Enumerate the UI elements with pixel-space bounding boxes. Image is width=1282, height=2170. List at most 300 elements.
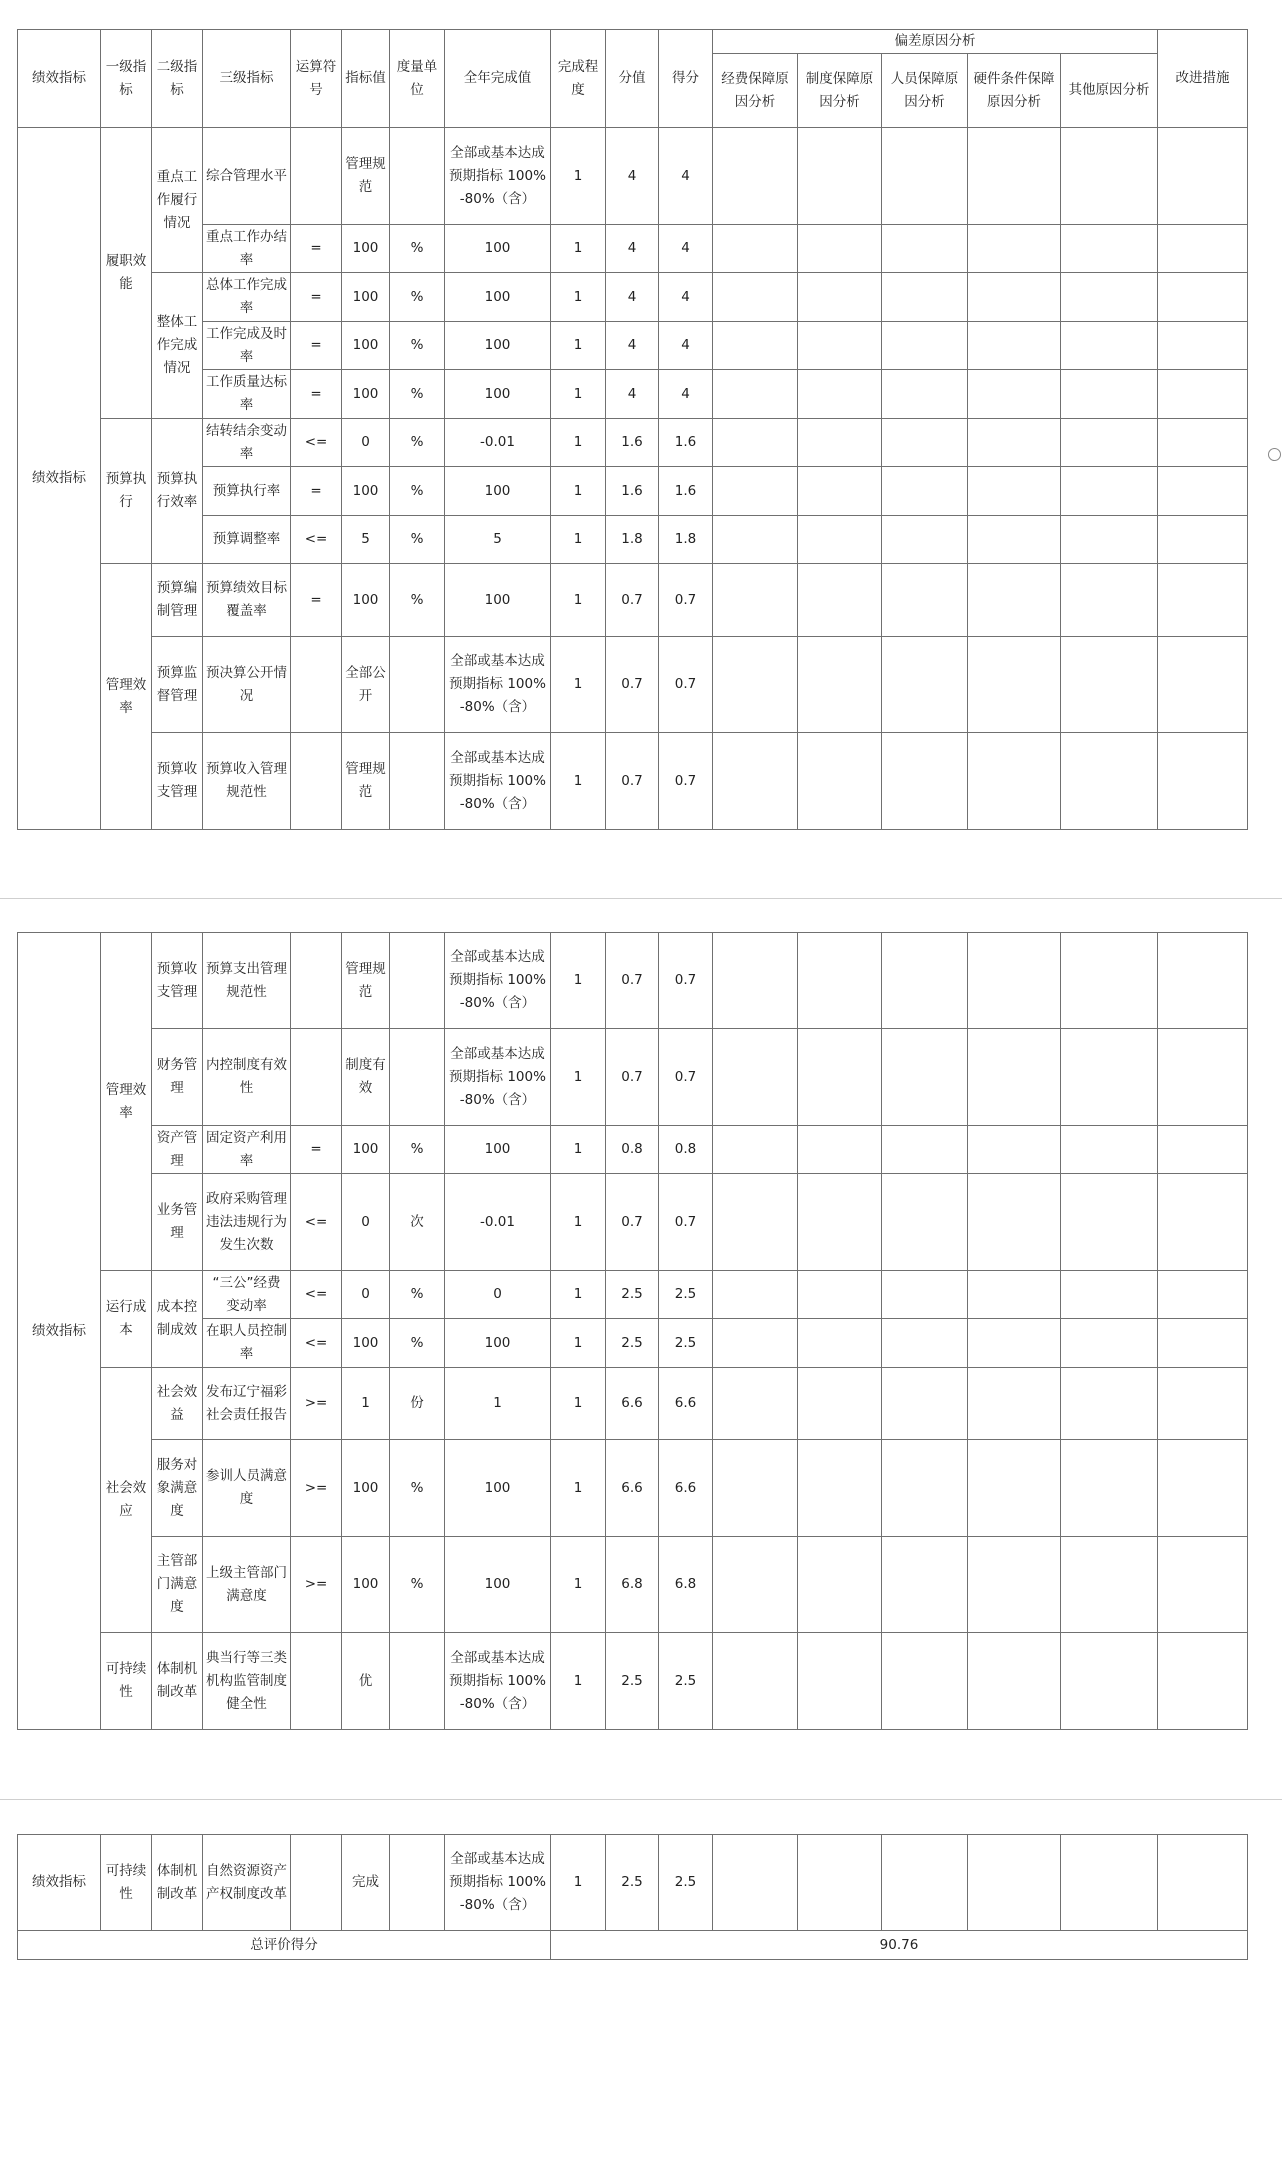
level2-cell: 预算收支管理 [152,933,203,1029]
completion-cell: 1 [551,1368,606,1440]
operator-cell [291,733,342,830]
empty-cell [713,273,798,322]
target-value-cell: 100 [342,225,390,273]
empty-cell [1061,733,1158,830]
empty-cell [798,1835,882,1931]
completion-cell: 1 [551,1633,606,1730]
completion-cell: 1 [551,128,606,225]
level2-cell: 服务对象满意度 [152,1440,203,1537]
score-cell: 4 [606,370,659,419]
perf-indicator-cell: 绩效指标 [18,933,101,1730]
empty-cell [968,1029,1061,1126]
operator-cell: <= [291,516,342,564]
level3-cell: “三公”经费变动率 [203,1271,291,1319]
score-cell: 6.6 [606,1440,659,1537]
empty-cell [1061,933,1158,1029]
empty-cell [968,733,1061,830]
earned-cell: 0.7 [659,933,713,1029]
empty-cell [1061,1126,1158,1174]
empty-cell [1061,1174,1158,1271]
empty-cell [1158,273,1248,322]
total-score-label: 总评价得分 [18,1931,551,1960]
operator-cell: <= [291,1174,342,1271]
empty-cell [1061,1835,1158,1931]
empty-cell [882,733,968,830]
full-year-value-cell: 全部或基本达成预期指标 100%-80%（含） [445,933,551,1029]
level2-cell: 体制机制改革 [152,1835,203,1931]
empty-cell [882,564,968,637]
target-value-cell: 100 [342,1126,390,1174]
header-cell: 三级指标 [203,30,291,128]
level3-cell: 工作质量达标率 [203,370,291,419]
operator-cell: <= [291,419,342,467]
header-cell: 改进措施 [1158,30,1248,128]
level1-cell: 履职效能 [101,128,152,419]
empty-cell [968,128,1061,225]
empty-cell [968,225,1061,273]
earned-cell: 2.5 [659,1835,713,1931]
radio-button[interactable] [1268,448,1281,461]
target-value-cell: 0 [342,419,390,467]
completion-cell: 1 [551,419,606,467]
level3-cell: 参训人员满意度 [203,1440,291,1537]
level3-cell: 预算支出管理规范性 [203,933,291,1029]
empty-cell [798,322,882,370]
empty-cell [1158,1440,1248,1537]
level3-cell: 重点工作办结率 [203,225,291,273]
target-value-cell: 100 [342,1537,390,1633]
empty-cell [1158,1835,1248,1931]
unit-cell [390,733,445,830]
operator-cell [291,1835,342,1931]
empty-cell [1158,225,1248,273]
completion-cell: 1 [551,1029,606,1126]
empty-cell [882,516,968,564]
score-cell: 0.7 [606,1029,659,1126]
empty-cell [713,1633,798,1730]
full-year-value-cell: 100 [445,1126,551,1174]
unit-cell: % [390,564,445,637]
full-year-value-cell: -0.01 [445,419,551,467]
empty-cell [1158,1633,1248,1730]
operator-cell [291,637,342,733]
header-cell: 得分 [659,30,713,128]
completion-cell: 1 [551,370,606,419]
completion-cell: 1 [551,933,606,1029]
header-cell: 人员保障原因分析 [882,54,968,128]
level3-cell: 内控制度有效性 [203,1029,291,1126]
header-cell: 经费保障原因分析 [713,54,798,128]
empty-cell [1061,516,1158,564]
level3-cell: 预算调整率 [203,516,291,564]
earned-cell: 4 [659,370,713,419]
empty-cell [968,467,1061,516]
performance-table-page-1 [17,29,1248,830]
earned-cell: 0.7 [659,637,713,733]
unit-cell: % [390,322,445,370]
target-value-cell: 100 [342,370,390,419]
level1-cell: 预算执行 [101,419,152,564]
level2-cell: 预算收支管理 [152,733,203,830]
score-cell: 0.7 [606,733,659,830]
completion-cell: 1 [551,273,606,322]
target-value-cell: 100 [342,467,390,516]
empty-cell [1061,128,1158,225]
unit-cell: % [390,370,445,419]
operator-cell: = [291,322,342,370]
operator-cell [291,1029,342,1126]
empty-cell [882,1537,968,1633]
operator-cell: = [291,467,342,516]
full-year-value-cell: 全部或基本达成预期指标 100%-80%（含） [445,1835,551,1931]
empty-cell [882,1368,968,1440]
operator-cell: >= [291,1368,342,1440]
score-cell: 2.5 [606,1633,659,1730]
empty-cell [713,322,798,370]
empty-cell [713,933,798,1029]
empty-cell [1061,1271,1158,1319]
empty-cell [798,1319,882,1368]
operator-cell: = [291,1126,342,1174]
completion-cell: 1 [551,564,606,637]
empty-cell [882,273,968,322]
level2-cell: 预算编制管理 [152,564,203,637]
empty-cell [713,128,798,225]
empty-cell [968,933,1061,1029]
earned-cell: 2.5 [659,1271,713,1319]
perf-indicator-cell: 绩效指标 [18,1835,101,1931]
full-year-value-cell: 5 [445,516,551,564]
target-value-cell: 100 [342,1319,390,1368]
full-year-value-cell: 全部或基本达成预期指标 100%-80%（含） [445,1029,551,1126]
full-year-value-cell: 全部或基本达成预期指标 100%-80%（含） [445,637,551,733]
full-year-value-cell: 全部或基本达成预期指标 100%-80%（含） [445,128,551,225]
empty-cell [713,1029,798,1126]
empty-cell [713,1271,798,1319]
completion-cell: 1 [551,516,606,564]
empty-cell [713,516,798,564]
full-year-value-cell: 100 [445,1319,551,1368]
score-cell: 0.7 [606,933,659,1029]
full-year-value-cell: 1 [445,1368,551,1440]
empty-cell [882,128,968,225]
empty-cell [713,225,798,273]
target-value-cell: 1 [342,1368,390,1440]
earned-cell: 4 [659,128,713,225]
empty-cell [1158,933,1248,1029]
empty-cell [798,225,882,273]
empty-cell [798,564,882,637]
header-cell: 指标值 [342,30,390,128]
header-cell: 一级指标 [101,30,152,128]
empty-cell [798,637,882,733]
full-year-value-cell: 100 [445,370,551,419]
full-year-value-cell: 100 [445,225,551,273]
empty-cell [882,1633,968,1730]
empty-cell [882,1126,968,1174]
empty-cell [882,1174,968,1271]
score-cell: 0.8 [606,1126,659,1174]
earned-cell: 4 [659,225,713,273]
header-cell: 分值 [606,30,659,128]
operator-cell: = [291,225,342,273]
empty-cell [1158,128,1248,225]
level2-cell: 预算监督管理 [152,637,203,733]
empty-cell [968,273,1061,322]
score-cell: 4 [606,225,659,273]
level3-cell: 综合管理水平 [203,128,291,225]
unit-cell: % [390,516,445,564]
target-value-cell: 100 [342,273,390,322]
unit-cell: 次 [390,1174,445,1271]
level3-cell: 工作完成及时率 [203,322,291,370]
empty-cell [882,1029,968,1126]
level2-cell: 预算执行效率 [152,419,203,564]
empty-cell [1061,637,1158,733]
empty-cell [882,467,968,516]
target-value-cell: 完成 [342,1835,390,1931]
empty-cell [1061,419,1158,467]
score-cell: 0.7 [606,1174,659,1271]
operator-cell [291,128,342,225]
earned-cell: 2.5 [659,1633,713,1730]
unit-cell: % [390,273,445,322]
completion-cell: 1 [551,467,606,516]
target-value-cell: 100 [342,322,390,370]
empty-cell [1158,370,1248,419]
empty-cell [968,1633,1061,1730]
unit-cell: % [390,1440,445,1537]
empty-cell [882,322,968,370]
operator-cell: = [291,370,342,419]
unit-cell [390,1633,445,1730]
empty-cell [1158,1271,1248,1319]
level3-cell: 预算绩效目标覆盖率 [203,564,291,637]
empty-cell [882,419,968,467]
target-value-cell: 5 [342,516,390,564]
level1-cell: 运行成本 [101,1271,152,1368]
empty-cell [882,933,968,1029]
empty-cell [1061,1319,1158,1368]
empty-cell [798,1174,882,1271]
target-value-cell: 0 [342,1271,390,1319]
completion-cell: 1 [551,1835,606,1931]
score-cell: 1.6 [606,467,659,516]
header-cell: 绩效指标 [18,30,101,128]
level1-cell: 管理效率 [101,933,152,1271]
unit-cell: % [390,1271,445,1319]
unit-cell [390,637,445,733]
empty-cell [798,516,882,564]
score-cell: 2.5 [606,1835,659,1931]
empty-cell [1158,467,1248,516]
empty-cell [1061,322,1158,370]
header-cell: 运算符号 [291,30,342,128]
level3-cell: 固定资产利用率 [203,1126,291,1174]
level2-cell: 主管部门满意度 [152,1537,203,1633]
empty-cell [798,1126,882,1174]
earned-cell: 6.6 [659,1440,713,1537]
empty-cell [798,1368,882,1440]
empty-cell [1158,637,1248,733]
page-separator [0,1799,1282,1800]
empty-cell [968,1174,1061,1271]
operator-cell: >= [291,1440,342,1537]
header-cell: 二级指标 [152,30,203,128]
empty-cell [1061,225,1158,273]
level1-cell: 可持续性 [101,1633,152,1730]
target-value-cell: 制度有效 [342,1029,390,1126]
unit-cell: % [390,419,445,467]
empty-cell [713,1537,798,1633]
operator-cell: = [291,273,342,322]
empty-cell [798,419,882,467]
unit-cell: % [390,1319,445,1368]
earned-cell: 1.6 [659,419,713,467]
empty-cell [798,273,882,322]
target-value-cell: 管理规范 [342,933,390,1029]
empty-cell [968,322,1061,370]
unit-cell: % [390,1537,445,1633]
header-cell: 完成程度 [551,30,606,128]
score-cell: 6.6 [606,1368,659,1440]
level1-cell: 社会效应 [101,1368,152,1633]
level3-cell: 在职人员控制率 [203,1319,291,1368]
performance-table-page-2 [17,932,1248,1730]
empty-cell [1158,733,1248,830]
earned-cell: 6.6 [659,1368,713,1440]
empty-cell [1061,564,1158,637]
empty-cell [968,1835,1061,1931]
empty-cell [798,1029,882,1126]
empty-cell [713,1835,798,1931]
earned-cell: 0.7 [659,564,713,637]
perf-indicator-cell: 绩效指标 [18,128,101,830]
empty-cell [798,370,882,419]
empty-cell [798,467,882,516]
empty-cell [1158,1126,1248,1174]
empty-cell [968,516,1061,564]
empty-cell [798,1537,882,1633]
empty-cell [713,1174,798,1271]
completion-cell: 1 [551,1440,606,1537]
earned-cell: 1.8 [659,516,713,564]
level3-cell: 总体工作完成率 [203,273,291,322]
operator-cell [291,1633,342,1730]
full-year-value-cell: 全部或基本达成预期指标 100%-80%（含） [445,1633,551,1730]
empty-cell [882,637,968,733]
operator-cell: = [291,564,342,637]
empty-cell [1158,516,1248,564]
level2-cell: 社会效益 [152,1368,203,1440]
empty-cell [1158,1029,1248,1126]
unit-cell: % [390,467,445,516]
empty-cell [1061,1440,1158,1537]
full-year-value-cell: 100 [445,273,551,322]
unit-cell: 份 [390,1368,445,1440]
empty-cell [798,733,882,830]
empty-cell [882,225,968,273]
earned-cell: 4 [659,273,713,322]
empty-cell [1061,1029,1158,1126]
empty-cell [882,1440,968,1537]
header-cell: 度量单位 [390,30,445,128]
empty-cell [798,128,882,225]
empty-cell [798,1633,882,1730]
empty-cell [882,1271,968,1319]
empty-cell [713,1319,798,1368]
completion-cell: 1 [551,1126,606,1174]
level3-cell: 发布辽宁福彩社会责任报告 [203,1368,291,1440]
level2-cell: 业务管理 [152,1174,203,1271]
level1-cell: 可持续性 [101,1835,152,1931]
empty-cell [713,733,798,830]
full-year-value-cell: 全部或基本达成预期指标 100%-80%（含） [445,733,551,830]
empty-cell [798,1271,882,1319]
score-cell: 0.7 [606,637,659,733]
header-cell: 全年完成值 [445,30,551,128]
total-score-value: 90.76 [551,1931,1248,1960]
empty-cell [798,1440,882,1537]
level2-cell: 整体工作完成情况 [152,273,203,419]
full-year-value-cell: 100 [445,1440,551,1537]
empty-cell [968,419,1061,467]
empty-cell [968,1368,1061,1440]
target-value-cell: 全部公开 [342,637,390,733]
target-value-cell: 优 [342,1633,390,1730]
full-year-value-cell: 100 [445,564,551,637]
level3-cell: 上级主管部门满意度 [203,1537,291,1633]
completion-cell: 1 [551,733,606,830]
empty-cell [968,1271,1061,1319]
empty-cell [713,467,798,516]
header-cell: 其他原因分析 [1061,54,1158,128]
earned-cell: 2.5 [659,1319,713,1368]
level1-cell: 管理效率 [101,564,152,830]
unit-cell [390,1835,445,1931]
empty-cell [1061,467,1158,516]
empty-cell [1158,1537,1248,1633]
earned-cell: 0.7 [659,733,713,830]
empty-cell [1061,1537,1158,1633]
empty-cell [968,1537,1061,1633]
target-value-cell: 100 [342,1440,390,1537]
completion-cell: 1 [551,1537,606,1633]
empty-cell [1158,419,1248,467]
unit-cell: % [390,1126,445,1174]
level3-cell: 预算收入管理规范性 [203,733,291,830]
empty-cell [968,564,1061,637]
completion-cell: 1 [551,225,606,273]
empty-cell [1061,273,1158,322]
earned-cell: 4 [659,322,713,370]
level2-cell: 财务管理 [152,1029,203,1126]
unit-cell [390,128,445,225]
score-cell: 2.5 [606,1271,659,1319]
unit-cell [390,933,445,1029]
empty-cell [713,1126,798,1174]
page-separator [0,898,1282,899]
empty-cell [1158,322,1248,370]
earned-cell: 0.7 [659,1029,713,1126]
header-cell: 制度保障原因分析 [798,54,882,128]
level2-cell: 资产管理 [152,1126,203,1174]
empty-cell [882,370,968,419]
empty-cell [798,933,882,1029]
unit-cell: % [390,225,445,273]
operator-cell: <= [291,1319,342,1368]
empty-cell [713,370,798,419]
